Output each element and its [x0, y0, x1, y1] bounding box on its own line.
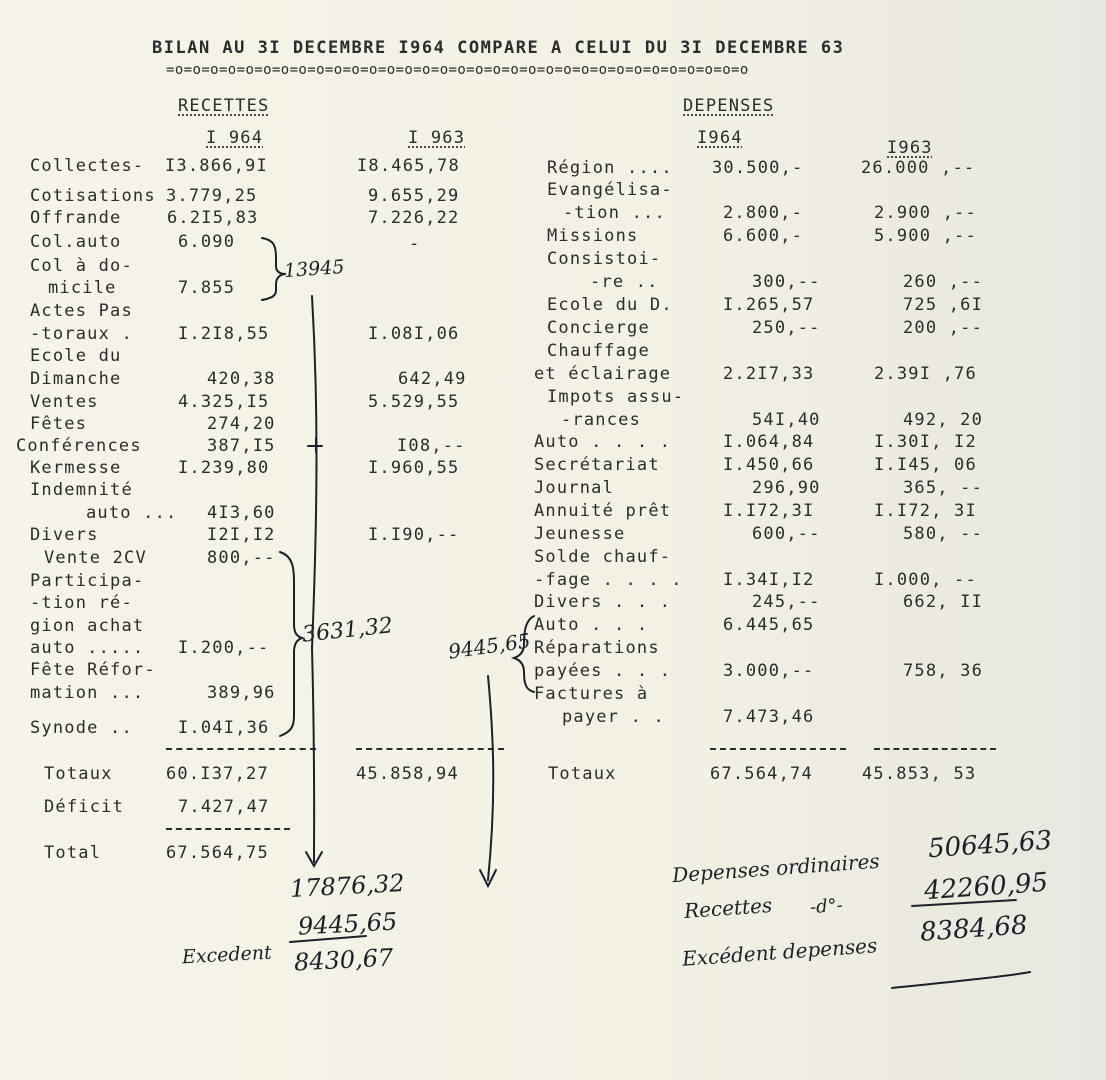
recettes-label-cont: mation ... — [30, 683, 145, 703]
depenses-value-1964: 7.473,46 — [723, 707, 815, 727]
depenses-value-1963: 26.000 ,-- — [861, 158, 976, 178]
deficit-value: 7.427,47 — [178, 797, 270, 817]
depenses-value-1963: 580, -- — [903, 524, 984, 544]
depenses-label: Concierge — [547, 318, 650, 338]
depenses-label: Journal — [534, 478, 615, 498]
recettes-label-cont: Dimanche — [30, 369, 122, 389]
underline-stroke — [290, 936, 366, 942]
depenses-label: Factures à — [534, 684, 649, 704]
title-underline: =o=o=o=o=o=o=o=o=o=o=o=o=o=o=o=o=o=o=o=o=o=o=o=o=o=o=o=o=o=o=o=o=o — [166, 62, 749, 78]
depenses-label-cont: payer . . — [562, 707, 665, 727]
depenses-label: Evangélisa- — [547, 180, 673, 200]
depenses-value-1964: I.450,66 — [723, 455, 815, 475]
handwritten-sum: 17876,32 — [289, 869, 406, 903]
depenses-value-1963: I.I72, 3I — [874, 501, 977, 521]
depenses-label: Consistoi- — [547, 249, 662, 269]
depenses-value-1964: I.064,84 — [723, 432, 815, 452]
bracket-line — [312, 296, 317, 862]
recettes-value-1963: 9.655,29 — [368, 186, 460, 206]
depenses-value-1964: 300,-- — [752, 272, 821, 292]
recettes-label: Collectes- — [30, 156, 145, 176]
depenses-label-cont: et éclairage — [534, 364, 672, 384]
page-title: BILAN AU 3I DECEMBRE I964 COMPARE A CELUI DU 3I DECEMBRE 63 — [152, 38, 845, 58]
handwritten-label: Depenses ordinaires — [671, 848, 881, 888]
depenses-heading: DEPENSES — [683, 96, 775, 116]
recettes-label-cont: -toraux . — [30, 324, 133, 344]
depenses-value-1963: 662, II — [903, 592, 984, 612]
recettes-label: Kermesse — [30, 458, 122, 478]
depenses-value-1964: I.34I,I2 — [723, 570, 815, 590]
total-value: 67.564,75 — [166, 843, 269, 863]
recettes-value-1964: I.04I,36 — [178, 718, 270, 738]
depenses-totaux-1963: 45.853, 53 — [862, 764, 977, 784]
recettes-label: Fêtes — [30, 414, 88, 434]
total-label: Total — [44, 843, 102, 863]
recettes-label-cont: -tion ré- — [30, 593, 133, 613]
depenses-value-1964: 600,-- — [752, 524, 821, 544]
recettes-totaux-1964: 60.I37,27 — [166, 764, 269, 784]
recettes-label: Ventes — [30, 392, 99, 412]
handwritten-ditto: -d°- — [809, 894, 844, 919]
depenses-label-cont: payées . . . — [534, 661, 672, 681]
depenses-value-1964: 2.2I7,33 — [723, 364, 815, 384]
depenses-value-1964: 54I,40 — [752, 410, 821, 430]
depenses-col-1964: I964 — [697, 128, 743, 148]
recettes-label-cont: auto ... — [86, 503, 178, 523]
depenses-value-1964: 6.600,- — [723, 226, 804, 246]
recettes-value-1964: I.200,-- — [178, 638, 270, 658]
depenses-label: Auto . . . . — [534, 432, 672, 452]
plus-mark-icon — [308, 438, 322, 452]
depenses-value-1963: I.I45, 06 — [874, 455, 977, 475]
depenses-value-1963: 758, 36 — [903, 661, 984, 681]
recettes-totaux-1963: 45.858,94 — [356, 764, 459, 784]
recettes-value-1964: 800,-- — [207, 548, 276, 568]
recettes-value-1964: I2I,I2 — [207, 525, 276, 545]
handwritten-subtotal: 13945 — [283, 255, 346, 283]
recettes-value-1963: I8.465,78 — [357, 156, 460, 176]
depenses-label: Missions — [547, 226, 639, 246]
handwritten-subtotal: 9445,65 — [446, 628, 532, 664]
recettes-label: Col à do- — [30, 256, 133, 276]
recettes-label: Indemnité — [30, 480, 133, 500]
depenses-label: Auto . . . — [534, 615, 649, 635]
recettes-value-1964: 274,20 — [207, 414, 276, 434]
handwritten-subtotal: 3631,32 — [300, 613, 395, 648]
underline-stroke — [892, 972, 1030, 988]
recettes-label: Col.auto — [30, 232, 122, 252]
recettes-label: Actes Pas — [30, 301, 133, 321]
recettes-value-1963: I08,-- — [397, 436, 466, 456]
handwritten-result: 8430,67 — [293, 943, 394, 977]
recettes-label: Participa- — [30, 571, 145, 591]
depenses-label: Divers . . . — [534, 592, 672, 612]
depenses-value-1963: I.000, -- — [874, 570, 977, 590]
recettes-value-1963: - — [409, 234, 421, 254]
recettes-value-1964: 4.325,I5 — [178, 392, 270, 412]
recettes-value-1964: I.2I8,55 — [178, 324, 270, 344]
recettes-label: Cotisations — [30, 186, 156, 206]
recettes-value-1964: 387,I5 — [207, 436, 276, 456]
handwritten-value: 42260,95 — [923, 867, 1049, 907]
handwritten-value: 50645,63 — [927, 825, 1053, 865]
recettes-label: Ecole du — [30, 346, 122, 366]
recettes-value-1964: 6.2I5,83 — [167, 208, 259, 228]
depenses-label: Impots assu- — [547, 387, 685, 407]
depenses-label: Annuité prêt — [534, 501, 672, 521]
depenses-label: Réparations — [534, 638, 660, 658]
handwritten-label: Recettes — [683, 892, 773, 924]
recettes-label-cont: gion achat — [30, 616, 145, 636]
recettes-value-1964: I3.866,9I — [165, 156, 268, 176]
depenses-label: Ecole du D. — [547, 295, 673, 315]
depenses-totaux-1964: 67.564,74 — [710, 764, 813, 784]
depenses-value-1963: 260 ,-- — [903, 272, 984, 292]
recettes-col-1964: I 964 — [206, 128, 264, 148]
recettes-label: Vente 2CV — [44, 548, 147, 568]
recettes-value-1964: I.239,80 — [178, 458, 270, 478]
recettes-label-cont: auto ..... — [30, 638, 145, 658]
depenses-label: Solde chauf- — [534, 547, 672, 567]
handwritten-result: 8384,68 — [919, 910, 1029, 948]
recettes-value-1964: 389,96 — [207, 683, 276, 703]
brace-icon — [280, 552, 302, 736]
depenses-value-1964: 6.445,65 — [723, 615, 815, 635]
depenses-value-1964: 3.000,-- — [723, 661, 815, 681]
recettes-label-cont: micile — [48, 278, 117, 298]
deficit-label: Déficit — [44, 797, 125, 817]
handwritten-sum: 9445,65 — [297, 907, 398, 941]
depenses-value-1963: 725 ,6I — [903, 295, 984, 315]
recettes-col-1963: I 963 — [408, 128, 466, 148]
recettes-value-1964: 4I3,60 — [207, 503, 276, 523]
depenses-value-1963: 365, -- — [903, 478, 984, 498]
depenses-label-cont: -rances — [561, 410, 642, 430]
depenses-value-1964: I.I72,3I — [723, 501, 815, 521]
depenses-value-1963: 492, 20 — [903, 410, 984, 430]
recettes-value-1963: 7.226,22 — [368, 208, 460, 228]
recettes-label: Synode .. — [30, 718, 133, 738]
recettes-value-1964: 7.855 — [178, 278, 236, 298]
recettes-value-1963: I.08I,06 — [368, 324, 460, 344]
depenses-label: Chauffage — [547, 341, 650, 361]
brace-icon — [262, 238, 286, 300]
depenses-label-cont: -tion ... — [563, 203, 666, 223]
depenses-label: Secrétariat — [534, 455, 660, 475]
recettes-value-1963: 642,49 — [398, 369, 467, 389]
recettes-value-1963: I.960,55 — [368, 458, 460, 478]
recettes-value-1963: I.I90,-- — [368, 525, 460, 545]
recettes-value-1964: 6.090 — [178, 232, 236, 252]
depenses-value-1963: 2.39I ,76 — [874, 364, 977, 384]
handwritten-label: Excédent depenses — [681, 933, 878, 971]
recettes-heading: RECETTES — [178, 96, 270, 116]
bracket-line — [488, 676, 493, 880]
depenses-label: Jeunesse — [534, 524, 626, 544]
depenses-value-1964: 245,-- — [752, 592, 821, 612]
depenses-value-1964: 30.500,- — [712, 158, 804, 178]
recettes-value-1963: 5.529,55 — [368, 392, 460, 412]
brace-icon — [514, 616, 534, 692]
recettes-label: Offrande — [30, 208, 122, 228]
recettes-label: Conférences — [16, 436, 142, 456]
handwritten-label: Excedent — [181, 941, 273, 969]
recettes-totaux-label: Totaux — [44, 764, 113, 784]
depenses-value-1964: I.265,57 — [723, 295, 815, 315]
depenses-value-1963: I.30I, I2 — [874, 432, 977, 452]
depenses-value-1964: 2.800,- — [723, 203, 804, 223]
depenses-value-1963: 200 ,-- — [903, 318, 984, 338]
depenses-totaux-label: Totaux — [548, 764, 617, 784]
recettes-label: Divers — [30, 525, 99, 545]
depenses-value-1963: 5.900 ,-- — [874, 226, 977, 246]
depenses-label: Région .... — [547, 158, 673, 178]
depenses-value-1963: 2.900 ,-- — [874, 203, 977, 223]
recettes-label: Fête Réfor- — [30, 660, 156, 680]
depenses-value-1964: 250,-- — [752, 318, 821, 338]
recettes-value-1964: 3.779,25 — [166, 186, 258, 206]
depenses-label-cont: -fage . . . . — [534, 570, 683, 590]
depenses-label-cont: -re .. — [590, 272, 659, 292]
depenses-value-1964: 296,90 — [752, 478, 821, 498]
depenses-col-1963: I963 — [887, 138, 933, 158]
underline-stroke — [912, 900, 1016, 906]
recettes-value-1964: 420,38 — [207, 369, 276, 389]
